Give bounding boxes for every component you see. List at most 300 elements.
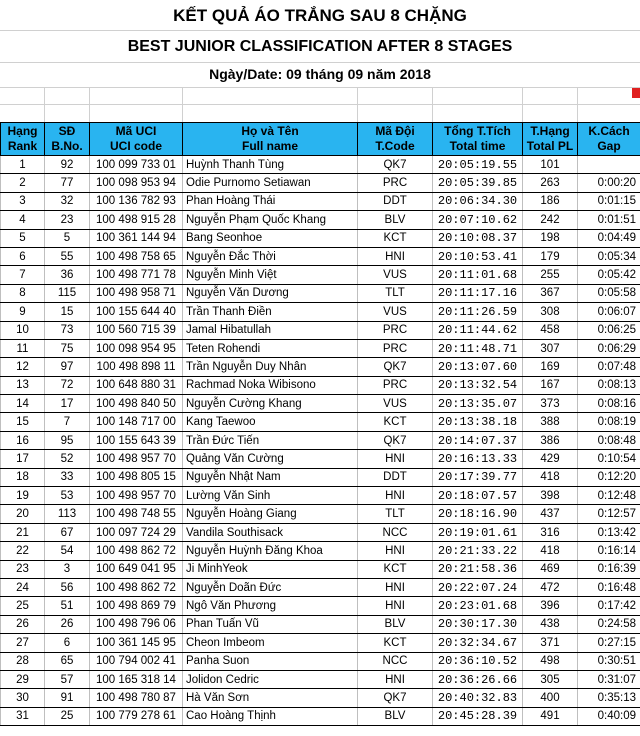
cell-total-pl: 429: [523, 450, 578, 468]
cell-full-name: Cao Hoàng Thịnh: [183, 707, 358, 725]
cell-rank: 17: [1, 450, 45, 468]
cell-total-pl: 179: [523, 247, 578, 265]
cell-full-name: Nguyễn Hoàng Giang: [183, 505, 358, 523]
header-gap: [578, 123, 640, 156]
cell-team-code: PRC: [358, 174, 433, 192]
cell-team-code: QK7: [358, 156, 433, 174]
cell-team-code: QK7: [358, 431, 433, 449]
cell-total-time: 20:23:01.68: [433, 597, 523, 615]
cell-full-name: Jolidon Cedric: [183, 670, 358, 688]
cell-total-pl: 418: [523, 542, 578, 560]
cell-bib-number: 51: [45, 597, 90, 615]
cell-total-pl: 101: [523, 156, 578, 174]
table-row: [1, 211, 640, 229]
cell-gap: 0:17:42: [578, 597, 640, 615]
cell-gap: 0:06:07: [578, 303, 640, 321]
cell-full-name: Ji MinhYeok: [183, 560, 358, 578]
cell-total-pl: 255: [523, 266, 578, 284]
cell-total-pl: 308: [523, 303, 578, 321]
date-line: Ngày/Date: 09 tháng 09 năm 2018: [209, 66, 431, 82]
cell-full-name: Nguyễn Đắc Thời: [183, 247, 358, 265]
cell-gap: 0:07:48: [578, 358, 640, 376]
cell-team-code: VUS: [358, 266, 433, 284]
table-row: [1, 413, 640, 431]
cell-total-pl: 386: [523, 431, 578, 449]
cell-total-time: 20:30:17.30: [433, 615, 523, 633]
cell-rank: 7: [1, 266, 45, 284]
cell-team-code: KCT: [358, 229, 433, 247]
cell-rank: 27: [1, 634, 45, 652]
cell-gap: 0:01:51: [578, 211, 640, 229]
results-table: [0, 122, 640, 726]
cell-team-code: NCC: [358, 652, 433, 670]
cell-total-time: 20:10:08.37: [433, 229, 523, 247]
header-uci-code-vi: Mã UCI: [115, 124, 157, 138]
table-row: [1, 358, 640, 376]
table-body: [1, 156, 640, 726]
header-rank-vi: Hạng: [7, 124, 38, 138]
cell-total-time: 20:18:07.57: [433, 487, 523, 505]
cell-gap: 0:30:51: [578, 652, 640, 670]
table-row: [1, 468, 640, 486]
cell-gap: 0:27:15: [578, 634, 640, 652]
cell-rank: 12: [1, 358, 45, 376]
cell-uci-code: 100 498 862 72: [90, 578, 183, 596]
cell-uci-code: 100 498 957 70: [90, 487, 183, 505]
cell-rank: 30: [1, 689, 45, 707]
cell-rank: 10: [1, 321, 45, 339]
header-team-code: [358, 123, 433, 156]
cell-rank: 13: [1, 376, 45, 394]
cell-total-time: 20:13:32.54: [433, 376, 523, 394]
header-gap-en: Gap: [597, 139, 621, 153]
cell-total-time: 20:16:13.33: [433, 450, 523, 468]
cell-bib-number: 72: [45, 376, 90, 394]
cell-bib-number: 113: [45, 505, 90, 523]
cell-total-time: 20:05:19.55: [433, 156, 523, 174]
cell-full-name: Odie Purnomo Setiawan: [183, 174, 358, 192]
header-bib-number: [45, 123, 90, 156]
cell-rank: 15: [1, 413, 45, 431]
cell-rank: 31: [1, 707, 45, 725]
cell-rank: 22: [1, 542, 45, 560]
cell-total-pl: 242: [523, 211, 578, 229]
cell-team-code: HNI: [358, 578, 433, 596]
cell-total-pl: 367: [523, 284, 578, 302]
cell-total-pl: 437: [523, 505, 578, 523]
cell-total-pl: 396: [523, 597, 578, 615]
cell-total-time: 20:21:58.36: [433, 560, 523, 578]
cell-total-pl: 198: [523, 229, 578, 247]
cell-full-name: Quảng Văn Cường: [183, 450, 358, 468]
cell-uci-code: 100 498 771 78: [90, 266, 183, 284]
cell-team-code: PRC: [358, 339, 433, 357]
header-total-time: [433, 123, 523, 156]
cell-gap: 0:08:16: [578, 395, 640, 413]
table-row: [1, 707, 640, 725]
cell-gap: 0:08:48: [578, 431, 640, 449]
cell-total-time: 20:17:39.77: [433, 468, 523, 486]
table-header-row: [1, 123, 640, 156]
cell-rank: 3: [1, 192, 45, 210]
cell-bib-number: 26: [45, 615, 90, 633]
table-row: [1, 192, 640, 210]
cell-full-name: Trần Thanh Điền: [183, 303, 358, 321]
cell-full-name: Phan Hoàng Thái: [183, 192, 358, 210]
cell-total-time: 20:11:01.68: [433, 266, 523, 284]
cell-uci-code: 100 099 733 01: [90, 156, 183, 174]
cell-full-name: Nguyễn Văn Dương: [183, 284, 358, 302]
cell-gap: 0:05:42: [578, 266, 640, 284]
cell-full-name: Vandila Southisack: [183, 523, 358, 541]
cell-total-time: 20:32:34.67: [433, 634, 523, 652]
cell-total-time: 20:11:48.71: [433, 339, 523, 357]
cell-uci-code: 100 498 840 50: [90, 395, 183, 413]
cell-gap: 0:24:58: [578, 615, 640, 633]
cell-team-code: KCT: [358, 560, 433, 578]
cell-bib-number: 36: [45, 266, 90, 284]
cell-uci-code: 100 165 318 14: [90, 670, 183, 688]
cell-rank: 29: [1, 670, 45, 688]
cell-bib-number: 97: [45, 358, 90, 376]
cell-bib-number: 95: [45, 431, 90, 449]
cell-full-name: Kang Taewoo: [183, 413, 358, 431]
cell-bib-number: 57: [45, 670, 90, 688]
table-row: [1, 615, 640, 633]
cell-bib-number: 3: [45, 560, 90, 578]
cell-full-name: Nguyễn Minh Việt: [183, 266, 358, 284]
cell-uci-code: 100 498 957 70: [90, 450, 183, 468]
cell-team-code: NCC: [358, 523, 433, 541]
cell-error-marker: [632, 88, 640, 98]
cell-team-code: PRC: [358, 321, 433, 339]
cell-uci-code: 100 498 862 72: [90, 542, 183, 560]
cell-full-name: Ngô Văn Phương: [183, 597, 358, 615]
cell-total-time: 20:22:07.24: [433, 578, 523, 596]
cell-team-code: BLV: [358, 615, 433, 633]
cell-total-time: 20:18:16.90: [433, 505, 523, 523]
cell-team-code: BLV: [358, 707, 433, 725]
cell-bib-number: 17: [45, 395, 90, 413]
cell-gap: 0:00:20: [578, 174, 640, 192]
cell-team-code: HNI: [358, 247, 433, 265]
cell-gap: 0:08:13: [578, 376, 640, 394]
table-row: [1, 395, 640, 413]
cell-total-time: 20:13:07.60: [433, 358, 523, 376]
cell-bib-number: 77: [45, 174, 90, 192]
header-total-pl: [523, 123, 578, 156]
cell-rank: 20: [1, 505, 45, 523]
header-full-name-en: Full name: [241, 139, 298, 153]
cell-full-name: Lường Văn Sinh: [183, 487, 358, 505]
cell-full-name: Panha Suon: [183, 652, 358, 670]
cell-total-time: 20:06:34.30: [433, 192, 523, 210]
cell-rank: 21: [1, 523, 45, 541]
cell-full-name: Nguyễn Phạm Quốc Khang: [183, 211, 358, 229]
cell-rank: 24: [1, 578, 45, 596]
table-row: [1, 505, 640, 523]
cell-full-name: Huỳnh Thanh Tùng: [183, 156, 358, 174]
table-row: [1, 431, 640, 449]
cell-uci-code: 100 648 880 31: [90, 376, 183, 394]
cell-bib-number: 23: [45, 211, 90, 229]
table-row: [1, 523, 640, 541]
cell-gap: 0:31:07: [578, 670, 640, 688]
cell-bib-number: 92: [45, 156, 90, 174]
table-row: [1, 247, 640, 265]
header-team-code-vi: Mã Đội: [375, 124, 415, 138]
cell-rank: 9: [1, 303, 45, 321]
cell-team-code: PRC: [358, 376, 433, 394]
cell-total-pl: 167: [523, 376, 578, 394]
cell-rank: 18: [1, 468, 45, 486]
cell-total-pl: 388: [523, 413, 578, 431]
table-row: [1, 229, 640, 247]
cell-total-pl: 472: [523, 578, 578, 596]
cell-total-pl: 186: [523, 192, 578, 210]
cell-team-code: TLT: [358, 505, 433, 523]
table-row: [1, 560, 640, 578]
header-team-code-en: T.Code: [375, 139, 415, 153]
cell-full-name: Teten Rohendi: [183, 339, 358, 357]
table-row: [1, 652, 640, 670]
cell-total-pl: 469: [523, 560, 578, 578]
cell-gap: 0:16:48: [578, 578, 640, 596]
cell-bib-number: 67: [45, 523, 90, 541]
cell-gap: 0:04:49: [578, 229, 640, 247]
cell-uci-code: 100 498 758 65: [90, 247, 183, 265]
cell-gap: 0:13:42: [578, 523, 640, 541]
table-row: [1, 266, 640, 284]
header-total-time-vi: Tổng T.Tích: [444, 124, 511, 138]
cell-gap: 0:06:25: [578, 321, 640, 339]
cell-team-code: VUS: [358, 303, 433, 321]
cell-uci-code: 100 361 144 94: [90, 229, 183, 247]
cell-team-code: QK7: [358, 358, 433, 376]
cell-total-time: 20:36:10.52: [433, 652, 523, 670]
cell-uci-code: 100 498 805 15: [90, 468, 183, 486]
table-row: [1, 303, 640, 321]
header-rank: [1, 123, 45, 156]
cell-gap: 0:16:14: [578, 542, 640, 560]
cell-rank: 16: [1, 431, 45, 449]
cell-rank: 26: [1, 615, 45, 633]
table-row: [1, 542, 640, 560]
cell-total-time: 20:14:07.37: [433, 431, 523, 449]
table-row: [1, 689, 640, 707]
header-bib-number-vi: SĐ: [58, 124, 76, 138]
cell-uci-code: 100 498 915 28: [90, 211, 183, 229]
cell-bib-number: 7: [45, 413, 90, 431]
cell-team-code: VUS: [358, 395, 433, 413]
cell-uci-code: 100 498 869 79: [90, 597, 183, 615]
cell-bib-number: 73: [45, 321, 90, 339]
cell-uci-code: 100 148 717 00: [90, 413, 183, 431]
cell-team-code: HNI: [358, 597, 433, 615]
cell-team-code: HNI: [358, 542, 433, 560]
cell-rank: 4: [1, 211, 45, 229]
cell-full-name: Hà Văn Sơn: [183, 689, 358, 707]
cell-total-time: 20:40:32.83: [433, 689, 523, 707]
header-full-name: [183, 123, 358, 156]
cell-uci-code: 100 498 958 71: [90, 284, 183, 302]
cell-total-time: 20:21:33.22: [433, 542, 523, 560]
cell-gap: 0:01:15: [578, 192, 640, 210]
cell-full-name: Nguyễn Cường Khang: [183, 395, 358, 413]
cell-uci-code: 100 498 898 11: [90, 358, 183, 376]
cell-total-time: 20:07:10.62: [433, 211, 523, 229]
cell-uci-code: 100 098 954 95: [90, 339, 183, 357]
cell-rank: 19: [1, 487, 45, 505]
cell-bib-number: 52: [45, 450, 90, 468]
cell-bib-number: 6: [45, 634, 90, 652]
title-english: BEST JUNIOR CLASSIFICATION AFTER 8 STAGES: [127, 38, 513, 55]
cell-full-name: Trần Đức Tiến: [183, 431, 358, 449]
table-row: [1, 376, 640, 394]
header-gap-vi: K.Cách: [588, 124, 630, 138]
cell-total-pl: 305: [523, 670, 578, 688]
table-row: [1, 450, 640, 468]
table-row: [1, 156, 640, 174]
cell-rank: 14: [1, 395, 45, 413]
cell-bib-number: 53: [45, 487, 90, 505]
cell-uci-code: 100 098 953 94: [90, 174, 183, 192]
cell-total-pl: 263: [523, 174, 578, 192]
cell-bib-number: 55: [45, 247, 90, 265]
cell-uci-code: 100 136 782 93: [90, 192, 183, 210]
cell-rank: 23: [1, 560, 45, 578]
cell-gap: 0:40:09: [578, 707, 640, 725]
cell-full-name: Cheon Imbeom: [183, 634, 358, 652]
table-row: [1, 578, 640, 596]
cell-gap: 0:12:57: [578, 505, 640, 523]
cell-full-name: Phan Tuấn Vũ: [183, 615, 358, 633]
cell-uci-code: 100 560 715 39: [90, 321, 183, 339]
cell-rank: 1: [1, 156, 45, 174]
cell-team-code: KCT: [358, 413, 433, 431]
cell-total-pl: 371: [523, 634, 578, 652]
cell-team-code: HNI: [358, 670, 433, 688]
table-row: [1, 670, 640, 688]
header-uci-code-en: UCI code: [109, 139, 162, 153]
cell-full-name: Trần Nguyễn Duy Nhân: [183, 358, 358, 376]
cell-uci-code: 100 498 748 55: [90, 505, 183, 523]
cell-team-code: HNI: [358, 450, 433, 468]
cell-total-time: 20:13:38.18: [433, 413, 523, 431]
cell-uci-code: 100 498 796 06: [90, 615, 183, 633]
cell-team-code: DDT: [358, 468, 433, 486]
cell-team-code: KCT: [358, 634, 433, 652]
cell-bib-number: 15: [45, 303, 90, 321]
cell-team-code: BLV: [358, 211, 433, 229]
cell-rank: 6: [1, 247, 45, 265]
header-total-time-en: Total time: [449, 139, 506, 153]
cell-gap: 0:08:19: [578, 413, 640, 431]
cell-total-pl: 398: [523, 487, 578, 505]
cell-full-name: Nguyễn Huỳnh Đăng Khoa: [183, 542, 358, 560]
cell-gap: 0:35:13: [578, 689, 640, 707]
cell-total-pl: 169: [523, 358, 578, 376]
cell-gap: 0:06:29: [578, 339, 640, 357]
cell-total-time: 20:19:01.61: [433, 523, 523, 541]
cell-uci-code: 100 361 145 95: [90, 634, 183, 652]
cell-gap: 0:10:54: [578, 450, 640, 468]
cell-total-pl: 438: [523, 615, 578, 633]
cell-gap: 0:12:20: [578, 468, 640, 486]
cell-full-name: Jamal Hibatullah: [183, 321, 358, 339]
cell-rank: 25: [1, 597, 45, 615]
cell-total-time: 20:45:28.39: [433, 707, 523, 725]
cell-bib-number: 25: [45, 707, 90, 725]
cell-team-code: HNI: [358, 487, 433, 505]
header-full-name-vi: Họ và Tên: [241, 124, 299, 138]
cell-bib-number: 65: [45, 652, 90, 670]
cell-bib-number: 115: [45, 284, 90, 302]
cell-uci-code: 100 097 724 29: [90, 523, 183, 541]
cell-bib-number: 91: [45, 689, 90, 707]
cell-total-pl: 491: [523, 707, 578, 725]
cell-rank: 8: [1, 284, 45, 302]
cell-total-time: 20:11:17.16: [433, 284, 523, 302]
cell-uci-code: 100 498 780 87: [90, 689, 183, 707]
cell-team-code: TLT: [358, 284, 433, 302]
cell-gap: 0:05:58: [578, 284, 640, 302]
cell-bib-number: 56: [45, 578, 90, 596]
header-bib-number-en: B.No.: [51, 139, 83, 153]
cell-total-time: 20:13:35.07: [433, 395, 523, 413]
cell-total-pl: 307: [523, 339, 578, 357]
cell-bib-number: 54: [45, 542, 90, 560]
cell-bib-number: 32: [45, 192, 90, 210]
cell-total-time: 20:36:26.66: [433, 670, 523, 688]
table-row: [1, 174, 640, 192]
header-total-pl-en: Total PL: [526, 139, 574, 153]
cell-total-pl: 498: [523, 652, 578, 670]
cell-full-name: Nguyễn Doãn Đức: [183, 578, 358, 596]
cell-total-pl: 458: [523, 321, 578, 339]
table-row: [1, 487, 640, 505]
cell-total-time: 20:11:26.59: [433, 303, 523, 321]
cell-full-name: Rachmad Noka Wibisono: [183, 376, 358, 394]
cell-total-pl: 400: [523, 689, 578, 707]
cell-total-pl: 373: [523, 395, 578, 413]
cell-bib-number: 33: [45, 468, 90, 486]
cell-uci-code: 100 155 643 39: [90, 431, 183, 449]
cell-uci-code: 100 794 002 41: [90, 652, 183, 670]
cell-uci-code: 100 155 644 40: [90, 303, 183, 321]
cell-uci-code: 100 779 278 61: [90, 707, 183, 725]
table-row: [1, 339, 640, 357]
cell-rank: 5: [1, 229, 45, 247]
header-total-pl-vi: T.Hạng: [530, 124, 570, 138]
cell-bib-number: 5: [45, 229, 90, 247]
table-row: [1, 634, 640, 652]
cell-total-time: 20:05:39.85: [433, 174, 523, 192]
cell-total-time: 20:11:44.62: [433, 321, 523, 339]
cell-bib-number: 75: [45, 339, 90, 357]
cell-rank: 2: [1, 174, 45, 192]
title-vietnamese: KẾT QUẢ ÁO TRẮNG SAU 8 CHẶNG: [173, 6, 467, 25]
cell-team-code: DDT: [358, 192, 433, 210]
header-rank-en: Rank: [7, 139, 38, 153]
cell-gap: [578, 156, 640, 174]
cell-total-pl: 316: [523, 523, 578, 541]
header-uci-code: [90, 123, 183, 156]
cell-total-time: 20:10:53.41: [433, 247, 523, 265]
cell-gap: 0:12:48: [578, 487, 640, 505]
cell-rank: 28: [1, 652, 45, 670]
cell-rank: 11: [1, 339, 45, 357]
